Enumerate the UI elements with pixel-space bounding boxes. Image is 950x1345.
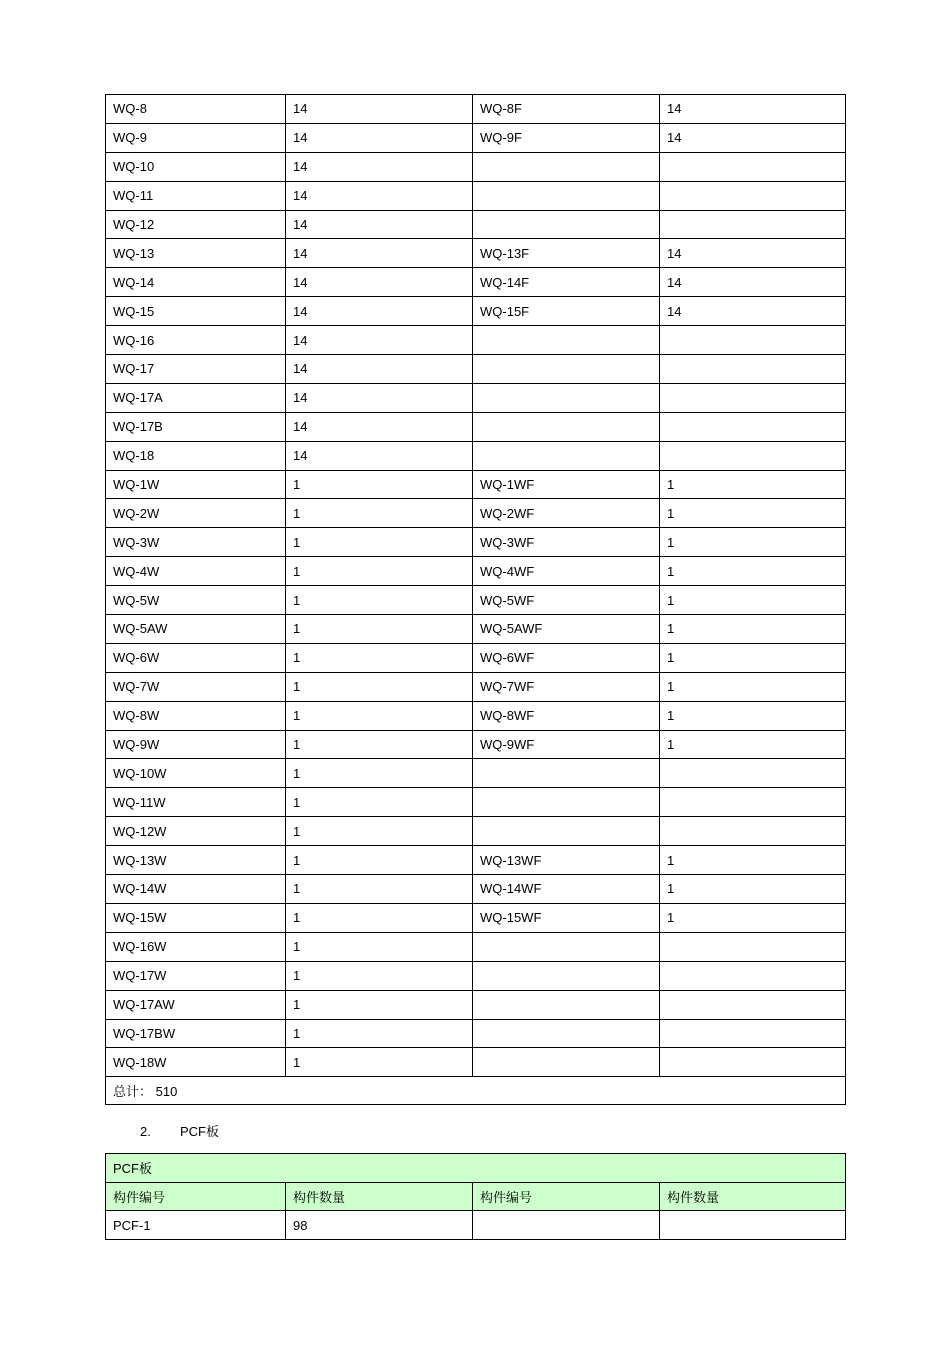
component-qty-cell: 14 <box>660 297 846 326</box>
pcf-components-table <box>105 1153 846 1240</box>
component-qty-cell: 1 <box>660 903 846 932</box>
pcf-table-body <box>106 1211 846 1240</box>
component-qty-cell <box>660 181 846 210</box>
component-qty-cell <box>660 326 846 355</box>
component-qty-cell: 1 <box>286 817 473 846</box>
component-qty-cell <box>660 441 846 470</box>
component-qty-cell <box>660 210 846 239</box>
pcf-header-row <box>106 1182 846 1211</box>
component-id-cell: WQ-17B <box>106 412 286 441</box>
component-id-cell: WQ-4WF <box>473 557 660 586</box>
component-id-cell: WQ-17BW <box>106 1019 286 1048</box>
table-row <box>106 528 846 557</box>
component-id-cell <box>473 441 660 470</box>
component-qty-cell: 1 <box>660 470 846 499</box>
table-row <box>106 152 846 181</box>
component-qty-cell: 14 <box>660 95 846 124</box>
component-id-cell <box>473 383 660 412</box>
component-id-cell: WQ-18W <box>106 1048 286 1077</box>
component-id-cell: WQ-6W <box>106 643 286 672</box>
component-qty-cell <box>660 152 846 181</box>
component-id-cell: WQ-17 <box>106 355 286 384</box>
component-id-cell: WQ-5WF <box>473 586 660 615</box>
component-id-cell: WQ-4W <box>106 557 286 586</box>
component-qty-cell: 1 <box>286 672 473 701</box>
component-id-cell <box>473 817 660 846</box>
component-id-cell: WQ-14 <box>106 268 286 297</box>
component-id-cell: WQ-10 <box>106 152 286 181</box>
component-qty-cell <box>660 961 846 990</box>
header-component-qty: 构件数量 <box>286 1182 473 1211</box>
component-id-cell: WQ-9W <box>106 730 286 759</box>
table-row <box>106 123 846 152</box>
table-row <box>106 643 846 672</box>
table-row <box>106 846 846 875</box>
component-qty-cell: 1 <box>286 470 473 499</box>
component-id-cell: WQ-14F <box>473 268 660 297</box>
component-qty-cell: 14 <box>660 239 846 268</box>
component-id-cell: WQ-2W <box>106 499 286 528</box>
component-qty-cell: 1 <box>286 932 473 961</box>
component-id-cell <box>473 181 660 210</box>
component-id-cell <box>473 961 660 990</box>
section-heading <box>140 1121 219 1140</box>
component-id-cell <box>473 152 660 181</box>
component-id-cell: WQ-12W <box>106 817 286 846</box>
component-id-cell <box>473 355 660 384</box>
component-qty-cell: 14 <box>660 268 846 297</box>
table-row <box>106 759 846 788</box>
component-qty-cell: 1 <box>286 615 473 644</box>
table-row <box>106 383 846 412</box>
component-qty-cell: 1 <box>286 1048 473 1077</box>
component-qty-cell: 14 <box>286 412 473 441</box>
component-id-cell <box>473 1019 660 1048</box>
component-qty-cell: 1 <box>286 528 473 557</box>
component-qty-cell: 14 <box>286 297 473 326</box>
table-row <box>106 961 846 990</box>
table-row <box>106 268 846 297</box>
component-id-cell: WQ-17A <box>106 383 286 412</box>
table-row <box>106 672 846 701</box>
table-row <box>106 875 846 904</box>
table-row <box>106 441 846 470</box>
component-id-cell: WQ-17W <box>106 961 286 990</box>
component-qty-cell: 1 <box>660 701 846 730</box>
component-id-cell: WQ-8F <box>473 95 660 124</box>
component-qty-cell: 14 <box>286 123 473 152</box>
table-row <box>106 817 846 846</box>
table-row <box>106 181 846 210</box>
table-row <box>106 297 846 326</box>
component-qty-cell: 1 <box>286 643 473 672</box>
component-qty-cell: 1 <box>286 788 473 817</box>
component-id-cell: WQ-18 <box>106 441 286 470</box>
component-qty-cell: 1 <box>286 730 473 759</box>
component-id-cell <box>473 210 660 239</box>
table-row <box>106 557 846 586</box>
component-qty-cell <box>660 1019 846 1048</box>
table-row <box>106 1019 846 1048</box>
component-id-cell <box>473 932 660 961</box>
table-row <box>106 239 846 268</box>
component-qty-cell: 1 <box>286 701 473 730</box>
component-id-cell: PCF-1 <box>106 1211 286 1240</box>
table-row <box>106 788 846 817</box>
component-qty-cell: 1 <box>660 615 846 644</box>
component-id-cell: WQ-16 <box>106 326 286 355</box>
table-row <box>106 355 846 384</box>
component-id-cell: WQ-12 <box>106 210 286 239</box>
component-id-cell: WQ-1WF <box>473 470 660 499</box>
component-qty-cell: 14 <box>660 123 846 152</box>
pcf-caption-row <box>106 1154 846 1183</box>
table-row <box>106 470 846 499</box>
component-id-cell <box>473 990 660 1019</box>
component-id-cell: WQ-13F <box>473 239 660 268</box>
component-id-cell: WQ-15 <box>106 297 286 326</box>
component-qty-cell: 14 <box>286 95 473 124</box>
table-row <box>106 499 846 528</box>
component-qty-cell: 14 <box>286 181 473 210</box>
component-qty-cell: 14 <box>286 441 473 470</box>
component-qty-cell: 1 <box>660 586 846 615</box>
component-qty-cell <box>660 355 846 384</box>
component-id-cell: WQ-1W <box>106 470 286 499</box>
component-id-cell: WQ-8 <box>106 95 286 124</box>
table-row <box>106 730 846 759</box>
table-row <box>106 1048 846 1077</box>
component-id-cell: WQ-10W <box>106 759 286 788</box>
header-component-id: 构件编号 <box>106 1182 286 1211</box>
header-component-id: 构件编号 <box>473 1182 660 1211</box>
component-id-cell: WQ-15W <box>106 903 286 932</box>
component-qty-cell <box>660 1211 846 1240</box>
component-qty-cell: 14 <box>286 383 473 412</box>
component-qty-cell <box>660 817 846 846</box>
component-id-cell: WQ-3WF <box>473 528 660 557</box>
component-id-cell: WQ-11W <box>106 788 286 817</box>
component-qty-cell: 1 <box>660 875 846 904</box>
component-qty-cell: 1 <box>286 990 473 1019</box>
header-component-qty: 构件数量 <box>660 1182 846 1211</box>
component-qty-cell: 14 <box>286 210 473 239</box>
component-id-cell: WQ-15F <box>473 297 660 326</box>
component-qty-cell: 14 <box>286 239 473 268</box>
component-qty-cell: 1 <box>660 557 846 586</box>
component-id-cell: WQ-14WF <box>473 875 660 904</box>
component-qty-cell: 14 <box>286 355 473 384</box>
component-id-cell <box>473 759 660 788</box>
component-qty-cell: 14 <box>286 268 473 297</box>
component-id-cell: WQ-16W <box>106 932 286 961</box>
component-qty-cell: 14 <box>286 152 473 181</box>
component-id-cell: WQ-7WF <box>473 672 660 701</box>
total-cell: 总计： 510 <box>106 1077 846 1105</box>
table-row <box>106 903 846 932</box>
component-qty-cell: 1 <box>660 846 846 875</box>
component-qty-cell <box>660 1048 846 1077</box>
wq-components-table <box>105 94 846 1105</box>
component-qty-cell <box>660 412 846 441</box>
component-id-cell: WQ-3W <box>106 528 286 557</box>
component-id-cell <box>473 1048 660 1077</box>
component-id-cell: WQ-6WF <box>473 643 660 672</box>
component-qty-cell <box>660 788 846 817</box>
component-qty-cell: 98 <box>286 1211 473 1240</box>
component-qty-cell: 1 <box>286 846 473 875</box>
component-id-cell <box>473 412 660 441</box>
component-id-cell: WQ-13 <box>106 239 286 268</box>
component-id-cell: WQ-14W <box>106 875 286 904</box>
table-row <box>106 210 846 239</box>
component-id-cell <box>473 1211 660 1240</box>
component-qty-cell: 1 <box>286 499 473 528</box>
component-qty-cell: 1 <box>660 643 846 672</box>
component-id-cell: WQ-9F <box>473 123 660 152</box>
table-row <box>106 95 846 124</box>
component-qty-cell: 1 <box>286 586 473 615</box>
table-row <box>106 990 846 1019</box>
table-row <box>106 932 846 961</box>
component-id-cell: WQ-7W <box>106 672 286 701</box>
section-number: 2. <box>140 1124 151 1139</box>
component-id-cell: WQ-5AWF <box>473 615 660 644</box>
component-id-cell: WQ-9 <box>106 123 286 152</box>
table-row <box>106 701 846 730</box>
component-qty-cell: 1 <box>286 557 473 586</box>
component-id-cell: WQ-11 <box>106 181 286 210</box>
wq-table-body <box>106 95 846 1077</box>
component-qty-cell: 14 <box>286 326 473 355</box>
component-qty-cell <box>660 759 846 788</box>
component-id-cell: WQ-8WF <box>473 701 660 730</box>
component-id-cell: WQ-2WF <box>473 499 660 528</box>
component-qty-cell <box>660 932 846 961</box>
component-id-cell: WQ-15WF <box>473 903 660 932</box>
component-qty-cell: 1 <box>660 730 846 759</box>
component-qty-cell <box>660 383 846 412</box>
component-id-cell <box>473 788 660 817</box>
component-qty-cell: 1 <box>286 875 473 904</box>
component-id-cell: WQ-13W <box>106 846 286 875</box>
component-qty-cell: 1 <box>660 528 846 557</box>
component-id-cell <box>473 326 660 355</box>
component-id-cell: WQ-8W <box>106 701 286 730</box>
section-title: PCF板 <box>180 1124 220 1139</box>
component-id-cell: WQ-5W <box>106 586 286 615</box>
component-id-cell: WQ-5AW <box>106 615 286 644</box>
table-row <box>106 412 846 441</box>
component-qty-cell <box>660 990 846 1019</box>
component-qty-cell: 1 <box>660 672 846 701</box>
table-row <box>106 586 846 615</box>
component-qty-cell: 1 <box>286 903 473 932</box>
component-qty-cell: 1 <box>286 961 473 990</box>
table-row <box>106 615 846 644</box>
table-row <box>106 1211 846 1240</box>
component-qty-cell: 1 <box>286 759 473 788</box>
table-row <box>106 326 846 355</box>
component-id-cell: WQ-13WF <box>473 846 660 875</box>
total-row <box>106 1077 846 1105</box>
component-qty-cell: 1 <box>286 1019 473 1048</box>
component-id-cell: WQ-9WF <box>473 730 660 759</box>
component-id-cell: WQ-17AW <box>106 990 286 1019</box>
component-qty-cell: 1 <box>660 499 846 528</box>
pcf-caption: PCF板 <box>106 1154 846 1183</box>
